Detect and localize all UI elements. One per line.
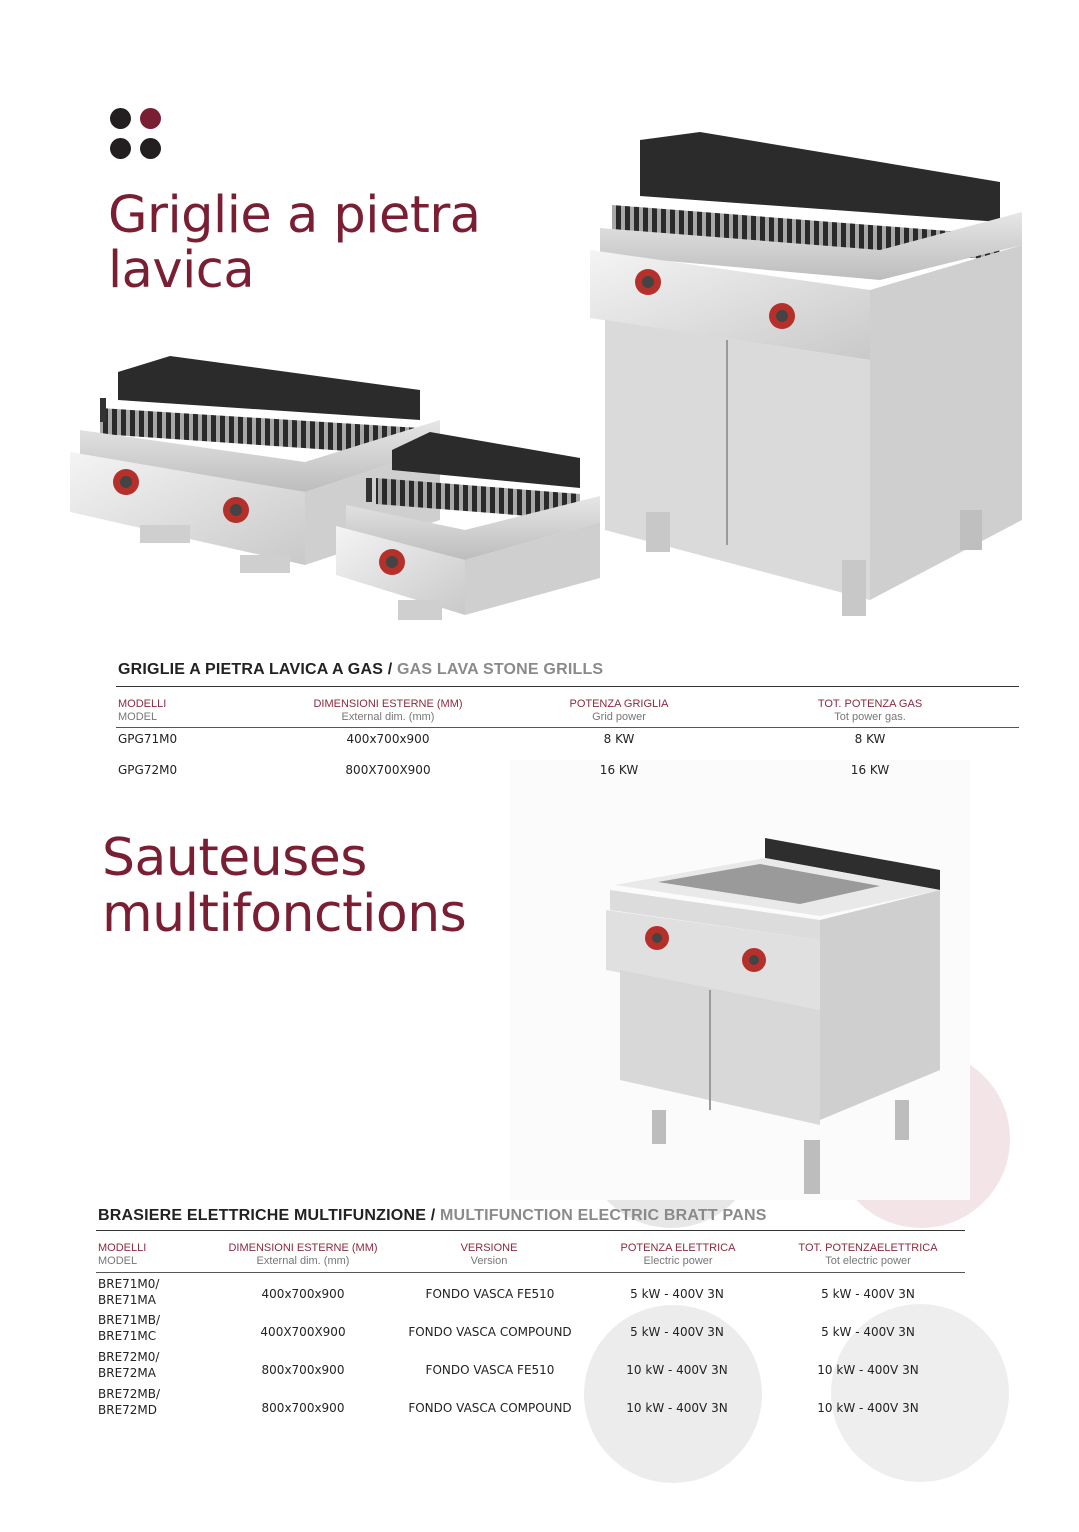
table-cell-dim: 400x700x900 [261,1287,345,1301]
table-top-rule [116,686,1019,687]
column-header-it: DIMENSIONI ESTERNE (MM) [313,698,463,710]
column-header-en: MODEL [118,711,158,723]
column-header-it: MODELLI [118,698,167,710]
column-header-it: POTENZA ELETTRICA [620,1242,736,1254]
table-cell-total-power: 8 KW [854,732,886,746]
model-line: BRE72MB/ [98,1387,161,1401]
table-cell-model: GPG72M0 [118,763,178,777]
table-heading-en: GAS LAVA STONE GRILLS [397,661,604,678]
table-cell-dim: 400X700X900 [260,1325,346,1339]
column-header [798,1242,937,1268]
table-cell-version: FONDO VASCA FE510 [425,1287,555,1301]
table-cell-total-power: 10 kW - 400V 3N [817,1401,919,1415]
column-header [621,1242,736,1268]
table-cell-dim: 800x700x900 [261,1401,345,1415]
column-header-en: Electric power [643,1255,713,1267]
column-header-en: Grid power [592,711,646,723]
table-cell-dim: 800X700X900 [345,763,431,777]
table-top-rule [96,1230,965,1231]
column-header-en: External dim. (mm) [341,711,435,723]
table-header-rule [116,727,1019,728]
table-cell-version: FONDO VASCA FE510 [425,1363,555,1377]
column-header-en: External dim. (mm) [256,1255,350,1267]
table-heading [118,661,603,679]
column-header-en: MODEL [98,1255,138,1267]
column-header [461,1242,518,1268]
table-cell-model [98,1349,159,1381]
title-line: lavica [108,241,255,301]
column-header [569,698,668,724]
title-line: Griglie a pietra [108,186,481,245]
model-line: BRE71M0/ [98,1277,160,1291]
table-cell-total-power: 16 KW [850,763,890,777]
table-cell-total-power: 5 kW - 400V 3N [821,1287,915,1301]
table-heading-en: MULTIFUNCTION ELECTRIC BRATT PANS [440,1207,767,1224]
model-line: BRE71MA [98,1293,156,1307]
title-line: multifonctions [102,884,467,945]
table-cell-power: 5 kW - 400V 3N [630,1287,724,1301]
table-cell-power: 10 kW - 400V 3N [626,1363,728,1377]
table-cell-model [98,1312,160,1344]
table-cell-total-power: 5 kW - 400V 3N [821,1325,915,1339]
column-header-it: POTENZA GRIGLIA [569,698,669,710]
table-cell-dim: 800x700x900 [261,1363,345,1377]
table-cell-version: FONDO VASCA COMPOUND [408,1401,572,1415]
column-header [313,698,462,724]
model-line: BRE72M0/ [98,1350,160,1364]
column-header [98,1242,146,1268]
table-cell-power: 10 kW - 400V 3N [626,1401,728,1415]
table-heading-it: BRASIERE ELETTRICHE MULTIFUNZIONE / [98,1207,436,1224]
model-line: BRE72MA [98,1366,156,1380]
column-header [818,698,922,724]
column-header-en: Tot power gas. [834,711,906,723]
column-header-en: Version [470,1255,508,1267]
table-heading [98,1207,767,1225]
model-line: BRE71MB/ [98,1313,161,1327]
column-header [118,698,166,724]
column-header-it: TOT. POTENZA GAS [817,698,923,710]
table-cell-model [98,1386,160,1418]
column-header [228,1242,377,1268]
column-header-it: TOT. POTENZAELETTRICA [798,1242,938,1254]
column-header-it: MODELLI [98,1242,147,1254]
model-line: BRE71MC [98,1329,157,1343]
table-cell-grid-power: 8 KW [603,732,635,746]
table-cell-dim: 400x700x900 [346,732,430,746]
column-header-en: Tot electric power [825,1255,911,1267]
table-cell-power: 5 kW - 400V 3N [630,1325,724,1339]
table-cell-grid-power: 16 KW [599,763,639,777]
table-header-rule [96,1272,965,1273]
table-cell-total-power: 10 kW - 400V 3N [817,1363,919,1377]
table-cell-model: GPG71M0 [118,732,178,746]
table-heading-it: GRIGLIE A PIETRA LAVICA A GAS / [118,661,393,678]
column-header-it: DIMENSIONI ESTERNE (MM) [228,1242,378,1254]
table-cell-model [98,1276,159,1308]
title-line: Sauteuses [102,828,367,888]
column-header-it: VERSIONE [460,1242,518,1254]
model-line: BRE72MD [98,1403,158,1417]
table-cell-version: FONDO VASCA COMPOUND [408,1325,572,1339]
